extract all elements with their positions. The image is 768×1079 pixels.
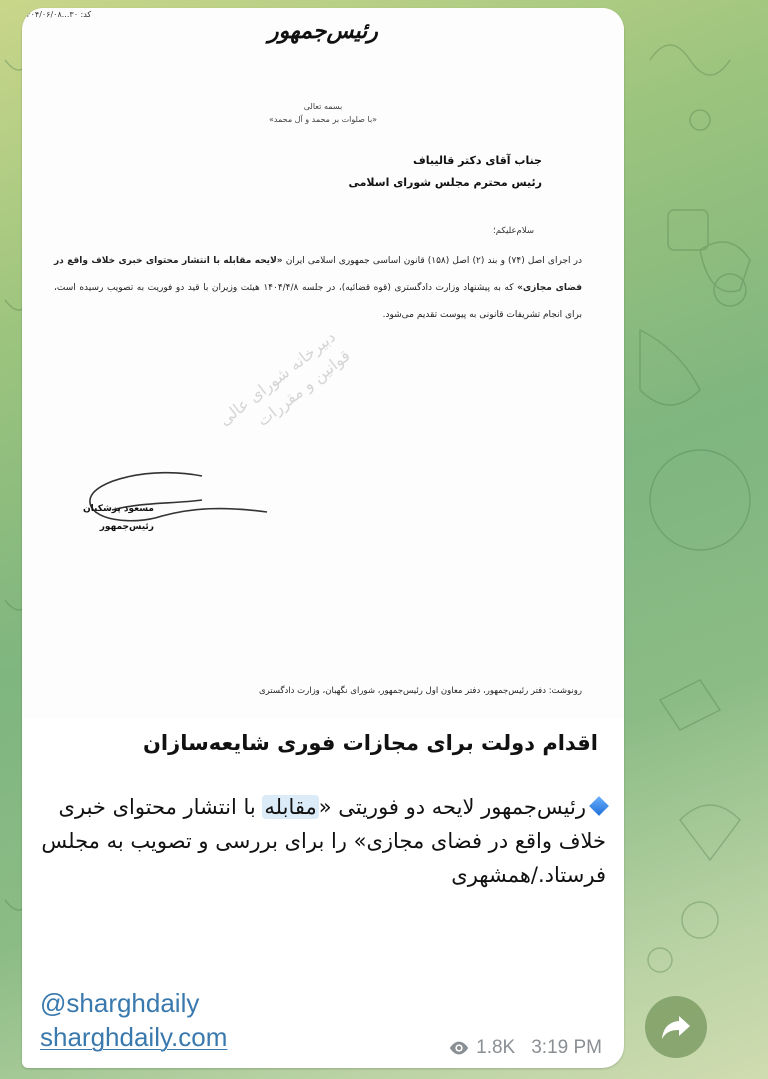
highlighted-word: مقابله [264, 795, 317, 819]
message-caption [40, 724, 608, 892]
channel-handle-link[interactable]: @sharghdaily [40, 988, 200, 1018]
document-cc: رونوشت: دفتر رئیس‌جمهور، دفتر معاون اول رئیس‌جمهور، شورای نگهبان، وزارت دادگستری [258, 686, 582, 696]
share-arrow-icon [661, 1014, 691, 1040]
message-meta [448, 1037, 602, 1059]
caption-paragraph: رئیس‌جمهور لایحه دو فوریتی «مقابله با انتشار محتوای خبری خلاف واقع در فضای مجازی» را برای بررسی و تصویب به مجلس فرستاد./همشهری [40, 790, 606, 892]
document-bismillah: بسمه تعالی «با صلوات بر محمد و آل محمد» [268, 102, 378, 124]
document-image[interactable] [22, 8, 624, 718]
message-links [40, 986, 227, 1054]
website-link[interactable]: sharghdaily.com [40, 1022, 228, 1052]
caption-headline: اقدام دولت برای مجازات فوری شایعه‌سازان [143, 731, 598, 755]
blue-diamond-icon [589, 796, 609, 816]
share-button[interactable] [645, 996, 707, 1058]
views-count: 1.8K [476, 1037, 516, 1058]
eye-icon [448, 1040, 470, 1056]
message-bubble [22, 8, 624, 1068]
document-stamp: دبیرخانه شورای عالی قوانین و مقررات [215, 326, 354, 431]
document-signer: مسعود پزشکیان رئیس‌جمهور [82, 504, 154, 532]
document-addressee: جناب آقای دکتر قالیباف رئیس محترم مجلس شورای اسلامی [348, 154, 542, 189]
document-letterhead: رئیس‌جمهور [268, 18, 378, 44]
document-body: در اجرای اصل (۷۴) و بند (۲) اصل (۱۵۸) قانون اساسی جمهوری اسلامی ایران «لایحه مقابله با انتشار محتوای خبری خلاف واقع در فضای مجازی» که به پیشنهاد وزارت دادگستری (قوه قضائیه)، در جلسه ۱۴۰۴/۴/۸ هیئت وزیران با قید دو فوریت به تصویب رسیده است، برای انجام تشریفات قانونی به پیوست تقدیم می‌شود. [54, 256, 582, 320]
document-greeting: سلام‌علیکم؛ [493, 226, 534, 236]
document-ref-number: ۱۴۰۴/۰۶/۰۸...۳۰ :کد [22, 10, 92, 19]
message-time: 3:19 PM [531, 1037, 602, 1058]
